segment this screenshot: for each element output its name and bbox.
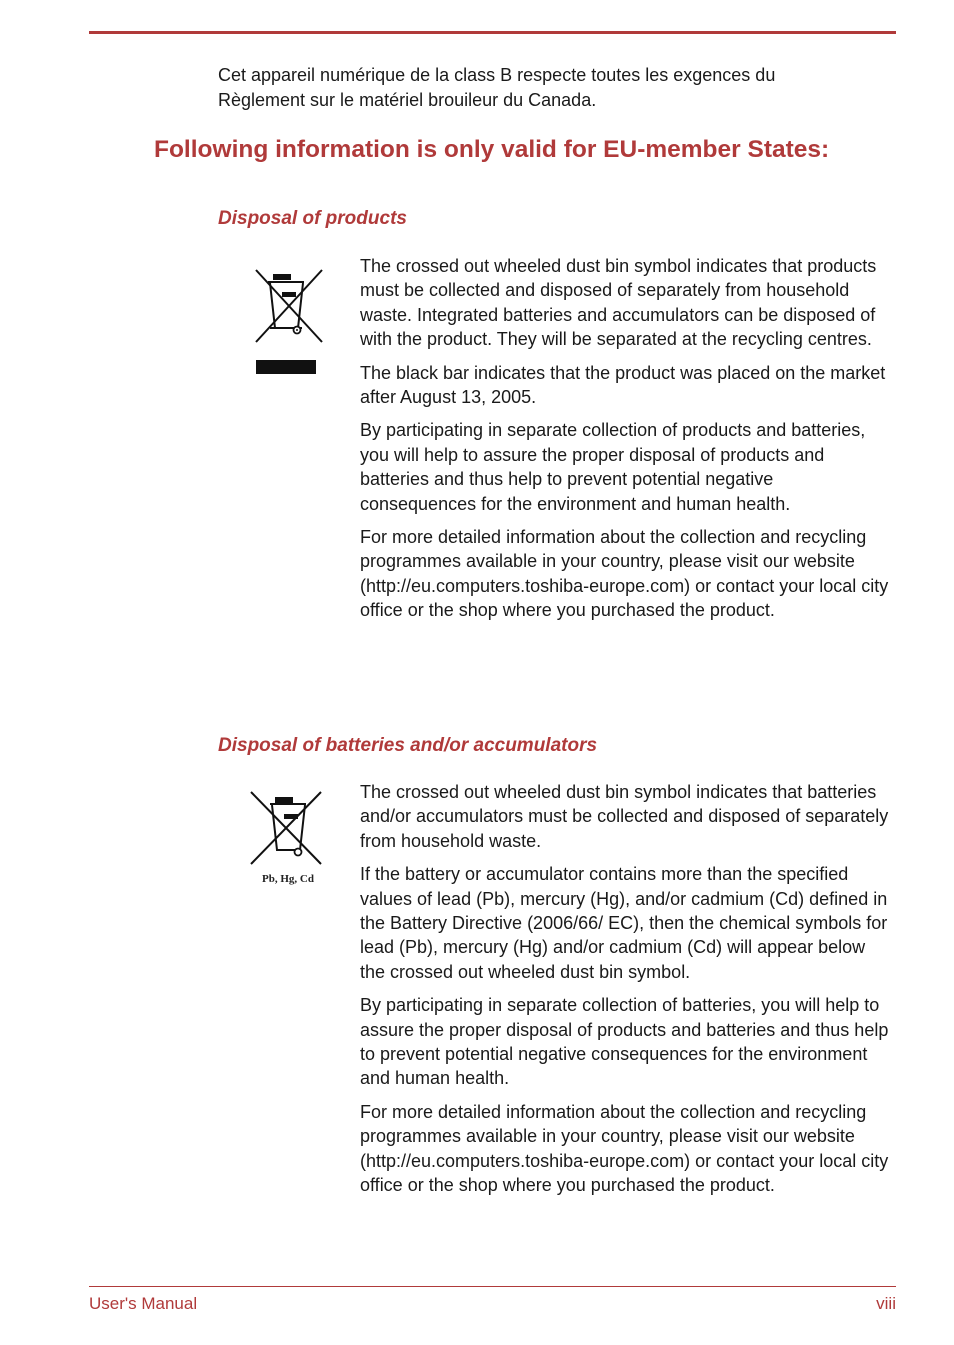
paragraph: For more detailed information about the collection and recycling programmes available in your country, please visit our website (http://eu.computers.toshiba-europe.com) or contact your local city office or the shop where you purchased the product. [360, 527, 889, 621]
intro-text [218, 63, 878, 112]
batteries-heading: Disposal of batteries and/or accumulators [218, 735, 598, 756]
weee-bin-with-bar-icon [248, 266, 328, 378]
black-bar-icon [256, 360, 316, 374]
chemical-symbols-label: Pb, Hg, Cd [262, 873, 314, 885]
paragraph: By participating in separate collection of batteries, you will help to assure the proper disposal of products and batteries and thus help to prevent potential negative consequences for the environment and human health. [360, 995, 889, 1089]
batteries-body [360, 780, 890, 1207]
products-body [360, 254, 890, 632]
paragraph: The crossed out wheeled dust bin symbol indicates that products must be collected and disposed of separately from household waste. Integrated batteries and accumulators can be disposed of with the product. They will be separated at the recycling centres. [360, 256, 877, 350]
header-rule [89, 31, 896, 34]
footer-manual-title: User's Manual [89, 1294, 198, 1313]
weee-bin-chem-icon [248, 790, 328, 890]
paragraph: For more detailed information about the collection and recycling programmes available in your country, please visit our website (http://eu.computers.toshiba-europe.com) or contact your local city office or the shop where you purchased the product. [360, 1101, 889, 1196]
paragraph: If the battery or accumulator contains more than the specified values of lead (Pb), mercury (Hg), and/or cadmium (Cd) defined in the Battery Directive (2006/66/ EC), then the chemical symbols for lead (Pb), mercury (Hg) and/or cadmium (Cd) will appear below the crossed out wheeled dust bin symbol. [360, 864, 888, 982]
paragraph: The black bar indicates that the product was placed on the market after August 13, 2005. [360, 362, 886, 408]
products-heading: Disposal of products [218, 208, 407, 229]
paragraph: The crossed out wheeled dust bin symbol indicates that batteries and/or accumulators must be collected and disposed of separately from household waste. [360, 782, 889, 851]
section-heading: Following information is only valid for EU-member States: [154, 136, 830, 163]
weee-bin-icon [248, 790, 328, 870]
footer-rule [89, 1286, 896, 1287]
weee-bin-icon [248, 266, 328, 356]
page-number: viii [876, 1294, 896, 1313]
paragraph: By participating in separate collection of products and batteries, you will help to assure the proper disposal of products and batteries and thus help to prevent potential negative consequences for the environment and human health. [360, 420, 866, 514]
intro-line-2: Règlement sur le matériel brouileur du Canada. [218, 89, 597, 110]
intro-line-1: Cet appareil numérique de la class B respecte toutes les exgences du [218, 65, 776, 85]
